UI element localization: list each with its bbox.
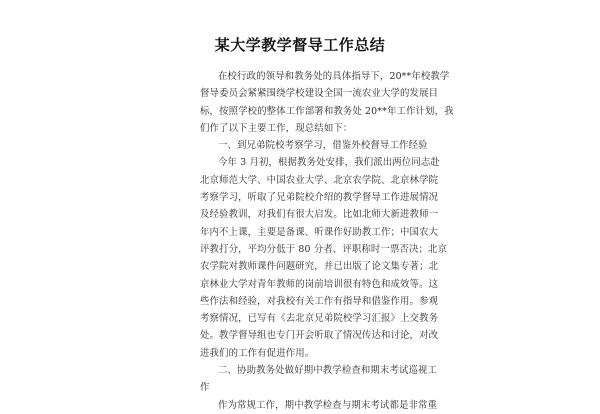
paragraph-line: 督导委员会紧紧围绕学校建设全国一流农业大学的发展目	[200, 88, 439, 100]
paragraph-line: 京林业大学对青年教师的岗前培训很有特色和成效等。这	[200, 278, 439, 290]
paragraph-line: 考察学习，听取了兄弟院校介绍的教学督导工作进展情况	[200, 192, 439, 204]
section-heading: 二、协助教务处做好期中教学检查和期末考试巡视工	[218, 365, 438, 377]
paragraph-line: 作为常规工作，期中教学检查与期末考试都是非常重	[218, 399, 438, 411]
paragraph-line: 及经验教训，对我们有很大启发。比如北师大新进教师一	[200, 209, 439, 221]
document-title: 某大学教学督导工作总结	[214, 36, 386, 54]
paragraph-line: 在校行政的领导和教务处的具体指导下，20**年校教学	[218, 71, 450, 82]
section-heading: 一、到兄弟院校考察学习，借鉴外校督导工作经验	[218, 140, 428, 152]
section-heading-continuation: 作	[200, 382, 210, 394]
paragraph-line: 年内不上课，主要是备课、听课作好助教工作；中国农大	[200, 226, 439, 238]
document-body	[200, 68, 454, 414]
paragraph-line: 考察情况，已写有《去北京兄弟院校学习汇报》上交教务	[200, 313, 439, 325]
paragraph-line: 北京师范大学、中国农业大学、北京农学院、北京林学院	[200, 174, 439, 186]
paragraph-line: 处。教学督导组也专门开会听取了情况传达和讨论，对改	[200, 330, 439, 342]
paragraph-line: 今年 3 月初，根据教务处安排，我们派出两位同志赴	[218, 157, 440, 169]
paragraph-line: 标，按照学校的整体工作部署和教务处 20**年工作计划，我	[200, 105, 454, 117]
paragraph-line: 进我们的工作有促进作用。	[200, 347, 315, 359]
paragraph-line: 些作法和经验，对我校有关工作有指导和借鉴作用。参观	[200, 295, 439, 307]
paragraph-line: 们作了以下主要工作，现总结如下：	[200, 122, 353, 134]
paragraph-line: 农学院对教师课件问题研究，并已出版了论文集专著；北	[200, 261, 439, 273]
paragraph-line: 评教打分，平均分低于 80 分者、评职称时一票否决；北京	[200, 243, 448, 255]
